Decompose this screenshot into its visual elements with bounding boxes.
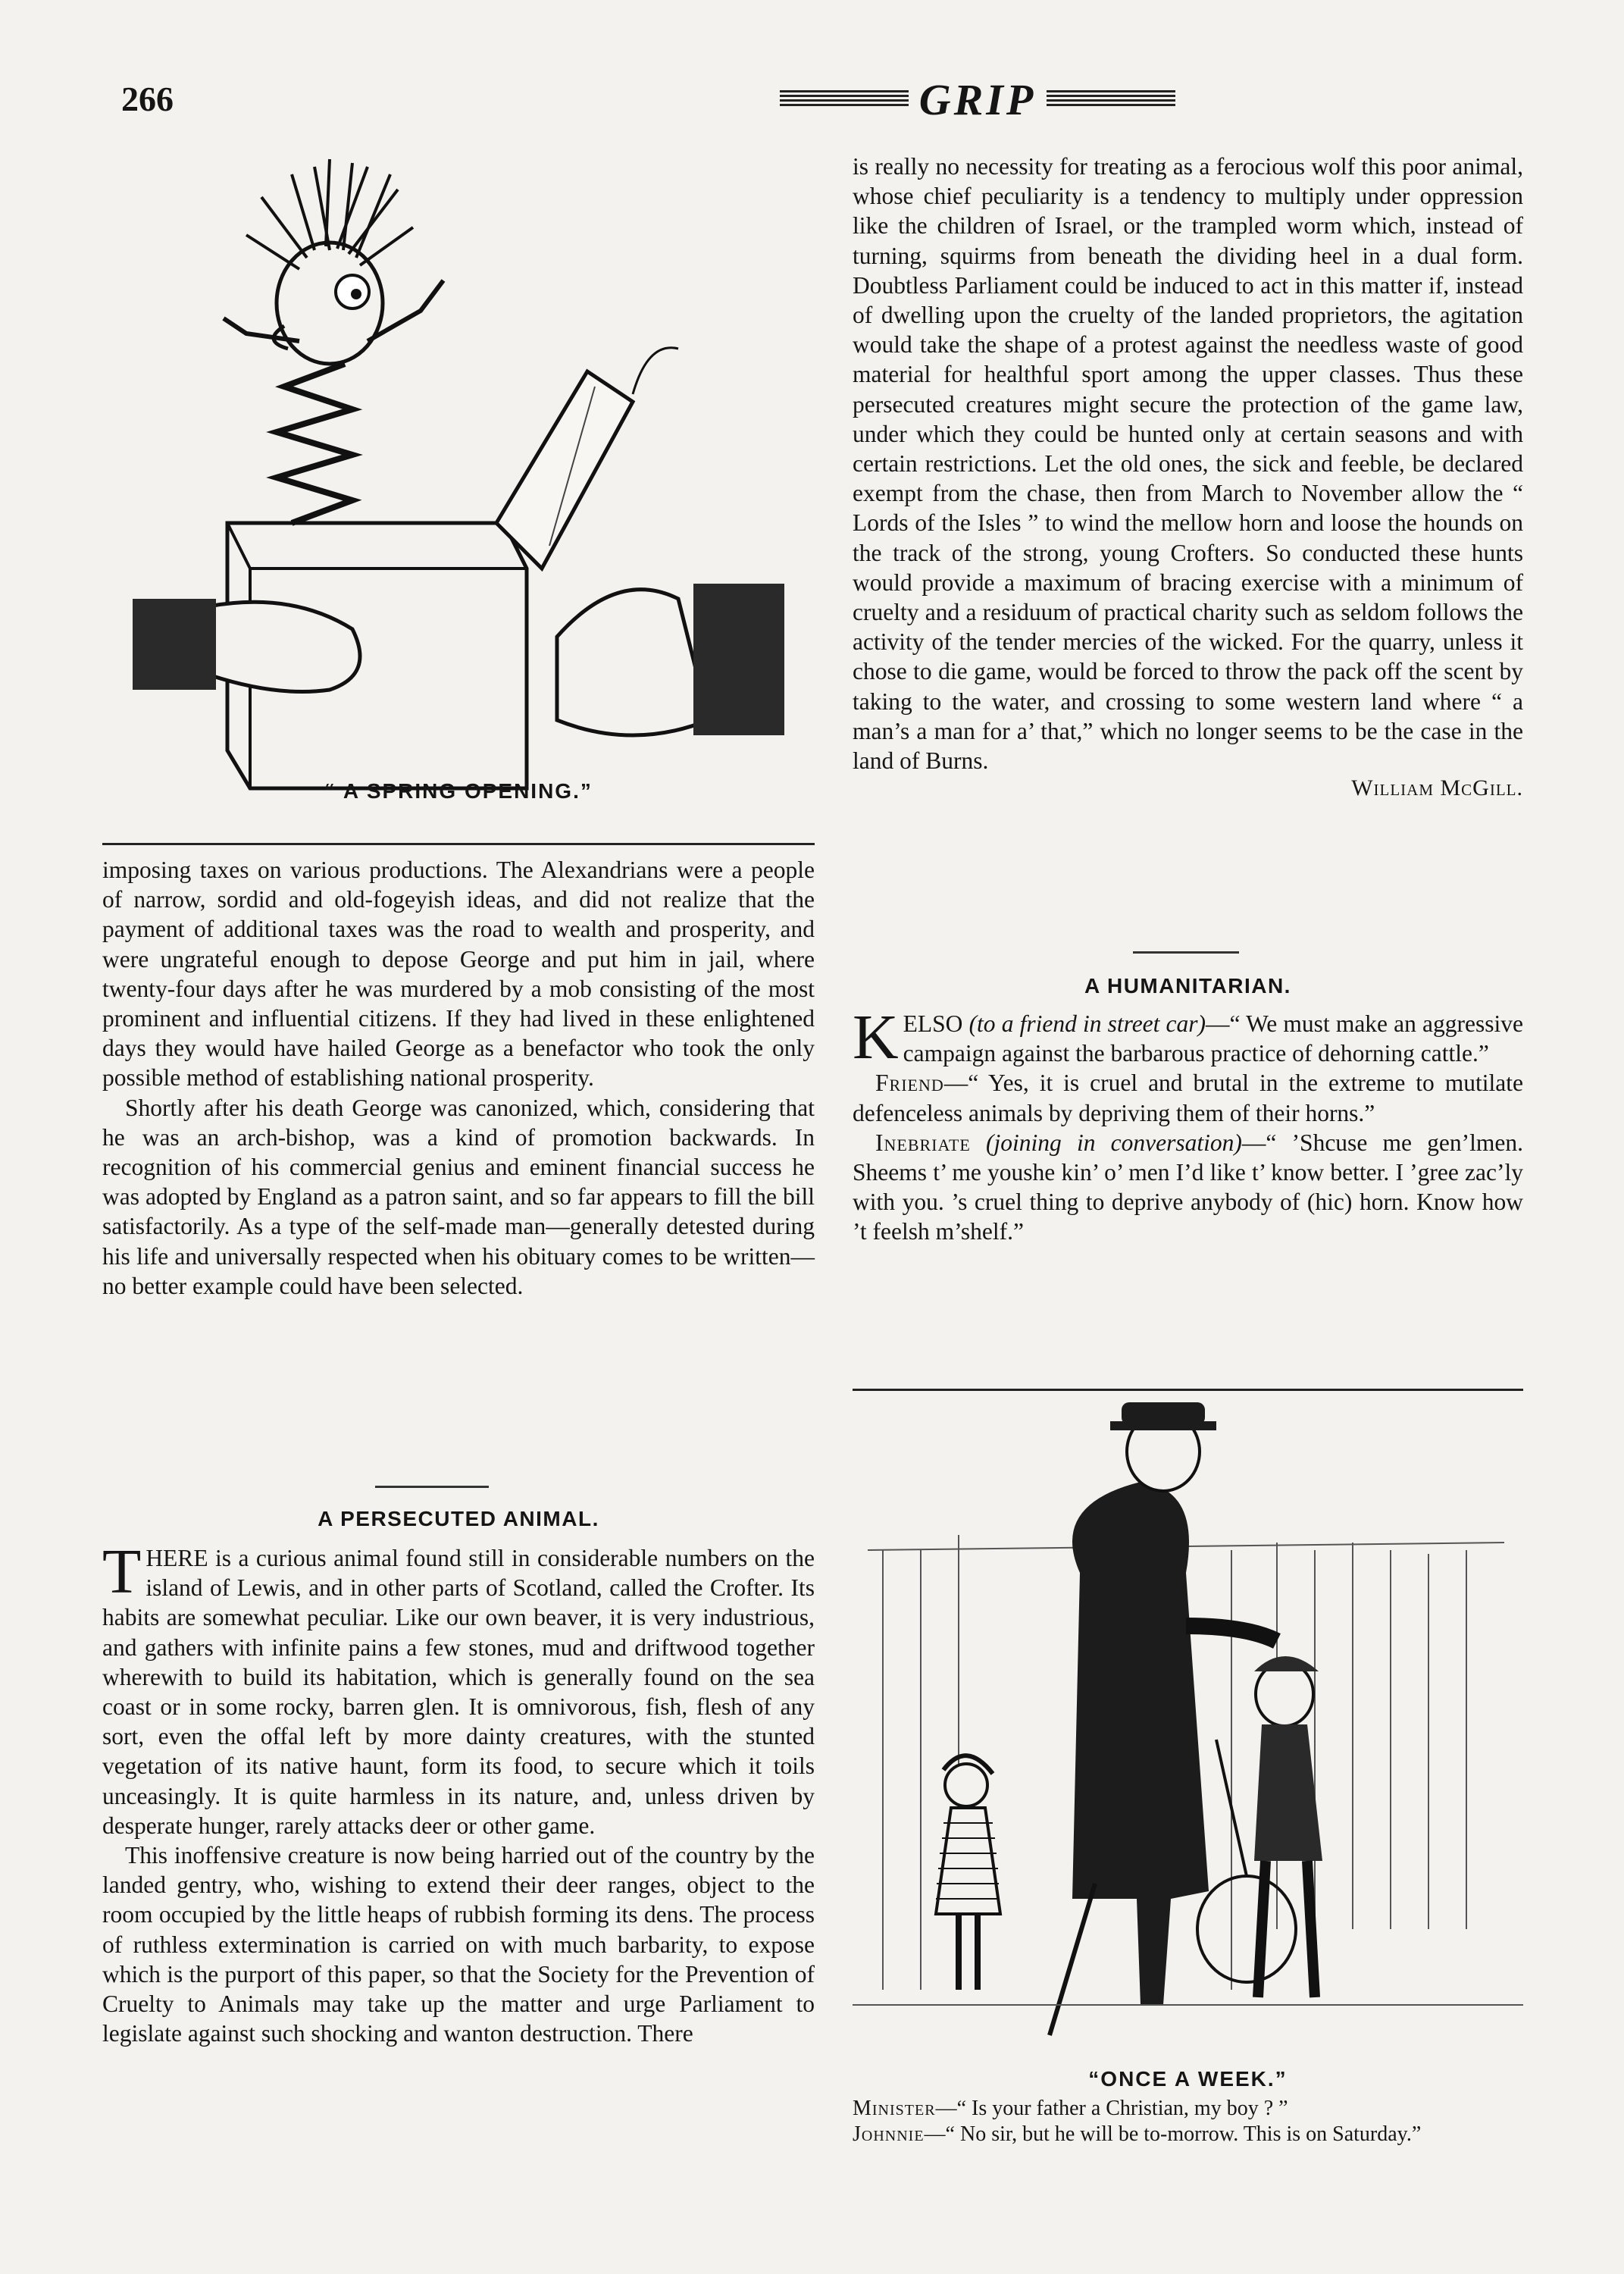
left-column-text [102,855,815,1301]
inebriate-line: —“ ’Shcuse me gen’lmen. Sheems t’ me youshe kin’ o’ men I’d like t’ know better. I ’gree zac’ly with you. ’s cruel thing to deprive anybody of (hic) horn. Know how ’t feelsh m’shelf.” [853,1129,1524,1245]
friend-line: —“ Yes, it is cruel and brutal in the extreme to mutilate defenceless animals by depriving them of their horns.” [853,1070,1523,1126]
title-ornament-left [780,90,909,108]
article-persecuted-animal [102,1507,815,2048]
dialogue-johnnie [853,2122,1523,2147]
left-column [102,144,815,811]
speaker-friend: Friend [875,1070,944,1097]
article-humanitarian [853,974,1523,1247]
paragraph-friend [853,1068,1523,1127]
paragraph-crofter-intro [102,1536,815,1840]
cartoon-caption-spring-opening: “ A SPRING OPENING.” [324,779,593,803]
kelso-line: —“ We must make an aggressive campaign against the barbarous practice of dehorning cattle.” [903,1010,1524,1067]
masthead [114,73,1531,126]
paragraph-george-canonized: Shortly after his death George was canonized, which, considering that he was an arch-bishop, was a kind of promotion backwards. In recognition of his commercial genius and eminent financial success he was adopted by England as a patron saint, and so far appears to fill the bill satisfactorily. As a type of the self-made man—generally detested during his life and universally respected when his obituary comes to be written—no better example could have been selected. [102,1094,815,1299]
paragraph-inebriate [853,1128,1523,1247]
right-column [853,152,1523,801]
minister-line: —“ Is your father a Christian, my boy ? ” [935,2097,1288,2120]
page-number: 266 [121,80,174,118]
johnnie-line: —“ No sir, but he will be to-morrow. This is on Saturday.” [924,2122,1422,2146]
section-divider-right [853,1389,1523,1391]
inebriate-direction: (joining in conversation) [986,1129,1242,1156]
speaker-minister: Minister [853,2097,936,2120]
cartoon-caption-once-a-week: “ONCE A WEEK.” [1088,2067,1288,2091]
author-signature: William McGill. [1351,775,1523,801]
cartoon-once-a-week [853,1399,1523,2147]
kelso-name: ELSO [903,1010,963,1037]
paragraph-alexandrians: imposing taxes on various productions. The Alexandrians were a people of narrow, sordid and old-fogeyish ideas, and did not realize that the payment of additional taxes was the road to wealth and prosperity, and were ungrateful enough to depose George and put him in jail, where twenty-four days after he was murdered by a mob consisting of the most prominent and influential citizens. If they had lived in these enlightened days they would have hailed George as a benefactor who took the only possible method of establishing national prosperity. [102,857,815,1092]
paper-title: GRIP [918,74,1037,124]
dialogue-minister [853,2096,1523,2122]
heading-persecuted-animal: A PERSECUTED ANIMAL. [318,1507,599,1530]
paragraph-kelso [853,1002,1524,1073]
speaker-johnnie: Johnnie [853,2122,925,2146]
paragraph-crofter-continued: is really no necessity for treating as a ferocious wolf this poor animal, whose chief peculiarity is a tendency to multiply under oppression like the children of Israel, or the trampled worm which, instead of turning, squirms from beneath the dividing heel in a dual form. Doubtless Parliament could be induced to act in this matter if, instead of dwelling upon the cruelty of the landed proprietors, the agitation would take the shape of a protest against the needless waste of good material for healthful sport among the upper classes. Thus these persecuted creatures might secure the protection of the game law, under which they could be hunted only at certain seasons and with certain restrictions. Let the old ones, the sick and feeble, be declared exempt from the chase, then from March to November allow the “ Lords of the Isles ” to wind the mellow horn and loose the hounds on the track of the strong, young Crofters. So conducted these hunts would provide a maximum of bracing exercise with a minimum of cruelty and a residuum of practical charity such as seldom follows the activity of the tender mercies of the wicked. For the quarry, unless it chose to die game, would be forced to throw the pack off the scent by taking to the water, and crossing to some western land where “ a man’s a man for a’ that,” which no longer seems to be the case in the land of Burns. [853,153,1523,775]
cartoon-spring-opening [102,144,815,811]
kelso-direction: (to a friend in street car) [968,1010,1206,1037]
short-divider-right [1133,951,1239,954]
speaker-inebriate: Inebriate [875,1129,971,1156]
jack-in-the-box-illustration-icon [102,144,815,811]
section-divider [102,843,815,845]
drop-cap-t: T [102,1536,142,1607]
title-ornament-right [1047,90,1175,108]
drop-cap-k: K [853,1002,899,1073]
paragraph-crofter-harried: This inoffensive creature is now being harried out of the country by the landed gentry, who, wishing to extend their deer ranges, object to the room occupied by the little heaps of rubbish forming its dens. The process of ruthless extermination is carried on with much barbarity, to expose which is the purport of this paper, so that the Society for the Prevention of Cruelty to Animals may take up the matter and urge Parliament to legislate against such shocking and wanton destruction. There [102,1842,815,2047]
crofter-intro-text: HERE is a curious animal found still in considerable numbers on the island of Lewis, and in other parts of Scotland, called the Crofter. Its habits are somewhat peculiar. Like our own beaver, it is very industrious, and gathers with infinite pains a few stones, mud and driftwood together wherewith to build its habitation, which is generally found on the sea coast or in some rocky, barren glen. It is omnivorous, fish, flesh of any sort, even the offal left by more dainty creatures, with the stunted vegetation of its native haunt, form its food, to secure which it toils unceasingly. It is quite harmless in its nature, and, unless driven by desperate hunger, rarely attacks deer or other game. [102,1545,815,1839]
short-divider [375,1486,489,1488]
heading-humanitarian: A HUMANITARIAN. [1084,974,1291,998]
title-block [735,73,1220,126]
minister-and-boy-illustration-icon [853,1399,1523,2066]
